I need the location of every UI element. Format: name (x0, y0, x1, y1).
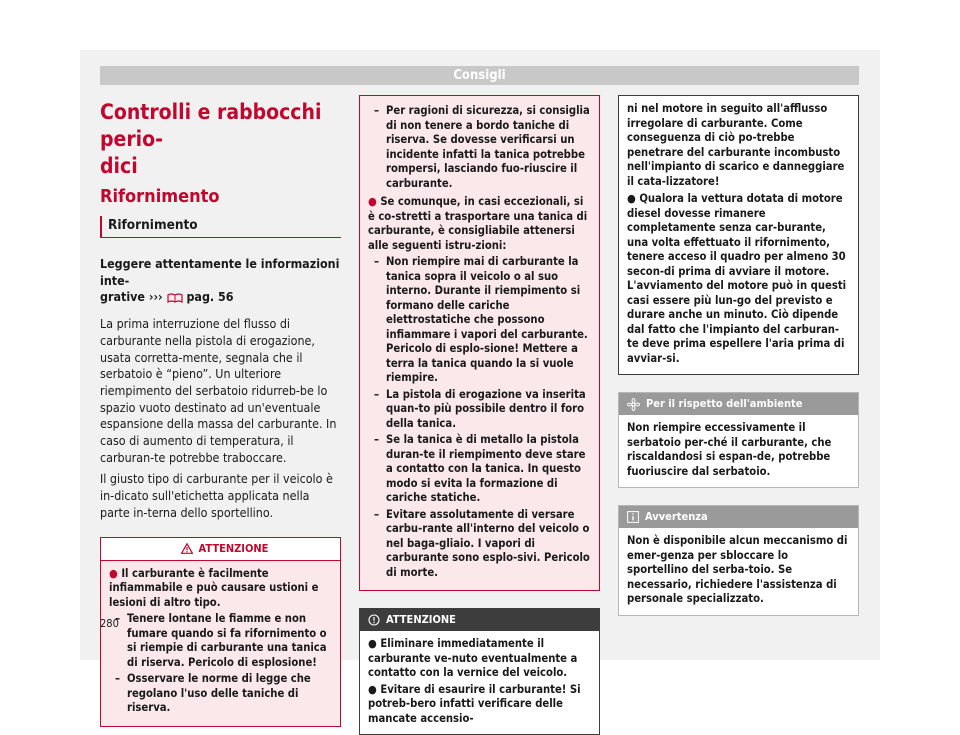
environment-body: Non riempire eccessivamente il serbatoio per-ché il carburante, che riscaldandosi si espan-de, potrebbe fuoriuscire dal serbatoio. (619, 415, 858, 487)
warning-dash-2: – Osservare le norme di legge che regolano l'uso delle taniche di riserva. (109, 672, 332, 716)
warning-continued-body (360, 96, 599, 590)
continued-bullet: ● Se comunque, in casi eccezionali, si è co-stretti a trasportare una tanica di carburante, è consigliabile attenersi alle seguenti istru-zioni: (368, 195, 588, 252)
continued-dash: – Per ragioni di sicurezza, si consiglia di non tenere a bordo taniche di riserva. Se dovesse verificarsi un incidente infatti la tanica potrebbe rompersi, lasciando fuo-riuscire il carburante. (368, 104, 591, 191)
reference-arrow: ››› (148, 289, 163, 305)
continued-dash-4: – Evitare assolutamente di versare carbu-rante all'interno del veicolo o nel baga-gliaio. I vapori di carburante sono esplo-sivi. Pericolo di morte. (368, 508, 591, 581)
warning-title: ATTENZIONE (198, 541, 269, 555)
body-paragraph-1: La prima interruzione del flusso di carburante nella pistola di erogazione, usata corretta-mente, segnala che il serbatoio è “pieno”. Un ulteriore riempimento del serbatoio ridurreb-be lo spazio vuoto destinato ad un'eventuale espansione della massa del carburante. In caso di aumento di temperatura, il carburan-te potrebbe traboccare. (100, 316, 337, 465)
book-reference-icon (167, 293, 183, 303)
page-subtitle: Rifornimento (100, 186, 220, 207)
environment-flower-icon (627, 398, 640, 411)
caution-header (360, 609, 599, 631)
body-paragraph-2: Il giusto tipo di carburante per il veicolo è in-dicato sull'etichetta applicata nella parte in-terna dello sportellino. (100, 471, 333, 520)
column-middle (359, 95, 600, 735)
column-left (100, 95, 341, 727)
page-reference-link[interactable]: pag. 56 (186, 289, 234, 305)
title-line-2: dici (100, 154, 138, 178)
note-box (618, 505, 859, 616)
caution-bullet-1: ● Eliminare immediatamente il carburante ve-nuto eventualmente a contatto con la vernice del veicolo. (368, 637, 578, 679)
warning-dash-1: – Tenere lontane le fiamme e non fumare quando si fa rifornimento o si riempie di carburante una tanica di riserva. Pericolo di esplosione! (109, 612, 332, 670)
warning-header (101, 538, 340, 561)
note-body: Non è disponibile alcun meccanismo di emer-genza per sbloccare lo sportellino del serba-toio. Se necessario, richiedere l'assistenza di personale specializzato. (619, 528, 858, 615)
continued-dash-3: – Se la tanica è di metallo la pistola duran-te il riempimento deve stare a contatto con la tanica. In questo modo si evita la formazione di cariche statiche. (368, 433, 591, 506)
caution-title: ATTENZIONE (386, 613, 456, 626)
continued-dash-1: – Non riempire mai di carburante la tanica sopra il veicolo o al suo interno. Durante il riempimento si formano delle cariche elettrostatiche che possono infiammare i vapori del carburante. Pericolo di esplo-sione! Mettere a terra la tanica quando la si vuole riempire. (368, 255, 591, 386)
note-header (619, 506, 858, 528)
warning-box (100, 537, 341, 727)
lead-paragraph (100, 256, 341, 306)
section-heading: Rifornimento (100, 216, 341, 238)
lead-text-2: grative (100, 289, 145, 305)
info-square-icon (627, 511, 639, 523)
caution-continued-text: ni nel motore in seguito all'afflusso irregolare di carburante. Come conseguenza di ciò po-trebbe penetrare del carburante incombusto nell'impianto di scarico e danneggiare il cata-lizzatore! (627, 102, 845, 188)
warning-bullet: ● Il carburante è facilmente infiammabile e può causare ustioni e lesioni di altro tipo. (109, 566, 319, 609)
caution-body (360, 631, 599, 734)
caution-continued-bullet: ● Qualora la vettura dotata di motore diesel dovesse rimanere completamente senza car-burante, una volta effettuato il rifornimento, tenere acceso il quadro per almeno 30 secon-di prima di avviare il motore. L'avviamento del motore può in questi casi essere più lun-go del previsto e durare anche un minuto. Ciò dipende dal fatto che l'impianto del carburan-te deve prima espellere l'aria prima di avviar-si. (627, 192, 847, 365)
continued-dash-2: – La pistola di erogazione va inserita quan-to più possibile dentro il foro della tanica. (368, 388, 591, 432)
caution-bullet-2: ● Evitare di esaurire il carburante! Si potreb-bero infatti verificare delle mancate accensio- (368, 682, 581, 725)
caution-box (359, 608, 600, 735)
environment-header (619, 393, 858, 415)
warning-triangle-icon (181, 543, 193, 554)
caution-box-continued (618, 95, 859, 375)
environment-box (618, 392, 859, 488)
title-line-1: Controlli e rabbocchi perio- (100, 100, 322, 151)
note-title: Avvertenza (645, 510, 708, 523)
environment-title: Per il rispetto dell'ambiente (646, 397, 803, 410)
warning-box-continued (359, 95, 600, 591)
column-right (618, 95, 859, 616)
page-number: 280 (100, 617, 119, 630)
caution-continued-body (619, 96, 858, 374)
page-title (100, 99, 341, 180)
info-circle-icon (368, 614, 380, 626)
warning-body (101, 561, 340, 726)
chapter-header: Consigli (100, 66, 859, 85)
lead-text-1: Leggere attentamente le informazioni inte- (100, 256, 340, 288)
